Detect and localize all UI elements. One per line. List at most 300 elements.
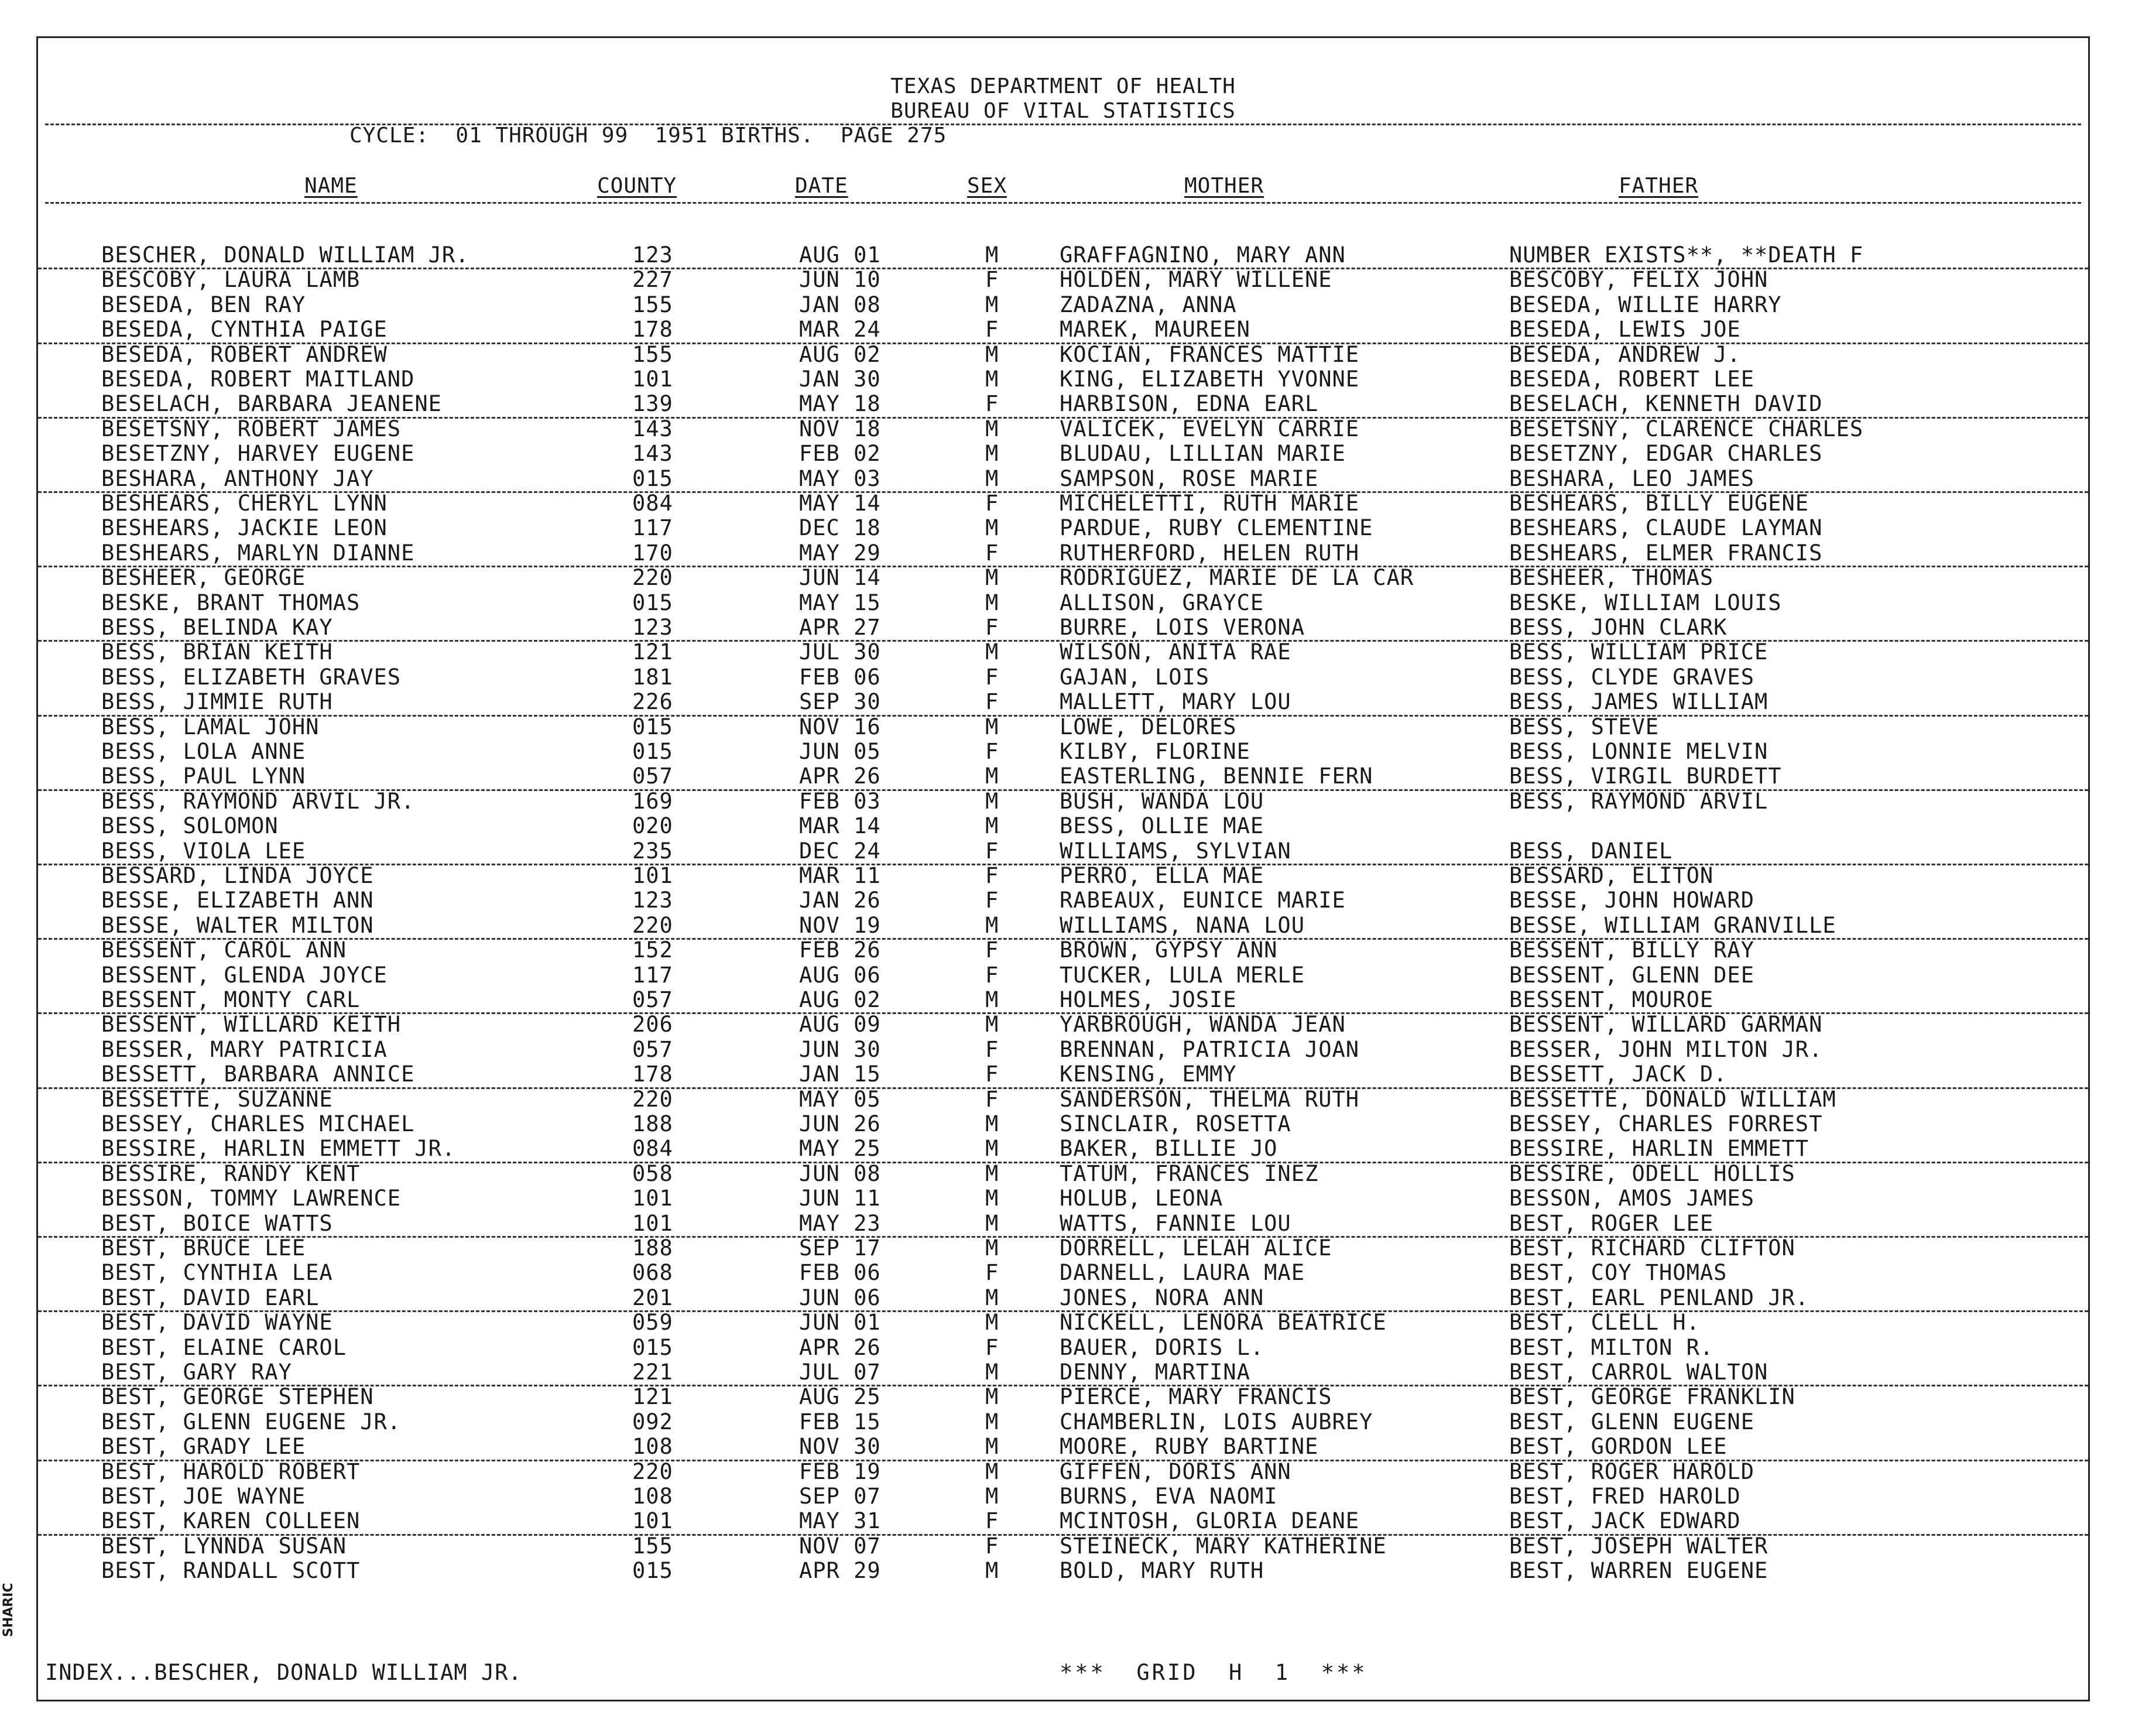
- record-sex: M: [985, 341, 999, 367]
- record-sex: M: [985, 714, 999, 739]
- record-county: 220: [632, 1458, 673, 1484]
- record-date: JUL 07: [799, 1360, 881, 1385]
- record-father: BESS, JOHN CLARK: [1509, 615, 1728, 640]
- record-name: BESS, BELINDA KAY: [101, 615, 333, 640]
- record-name: BESELACH, BARBARA JEANENE: [101, 391, 442, 417]
- record-row: [38, 739, 2088, 764]
- record-row: [38, 541, 2088, 567]
- record-row: [38, 317, 2088, 344]
- record-father: BESHARA, LEO JAMES: [1509, 465, 1754, 491]
- record-name: BESSER, MARY PATRICIA: [101, 1036, 388, 1062]
- record-father: BESELACH, KENNETH DAVID: [1509, 391, 1823, 417]
- record-county: 068: [632, 1260, 673, 1286]
- record-date: JAN 08: [799, 292, 881, 317]
- record-name: BEST, CYNTHIA LEA: [101, 1260, 333, 1286]
- record-father: NUMBER EXISTS**, **DEATH F: [1509, 242, 1864, 268]
- record-county: 220: [632, 565, 673, 591]
- record-name: BEST, LYNNDA SUSAN: [101, 1533, 347, 1559]
- record-father: BESS, LONNIE MELVIN: [1509, 739, 1769, 764]
- record-row: [38, 1112, 2088, 1136]
- record-father: BESSIRE, ODELL HOLLIS: [1509, 1160, 1795, 1186]
- record-row: [38, 1087, 2088, 1112]
- record-mother: BAUER, DORIS L.: [1060, 1334, 1264, 1360]
- record-date: FEB 06: [799, 664, 881, 690]
- record-county: 101: [632, 367, 673, 392]
- record-father: BESHEER, THOMAS: [1509, 565, 1714, 591]
- record-mother: BOLD, MARY RUTH: [1060, 1558, 1264, 1584]
- record-mother: TATUM, FRANCES INEZ: [1060, 1160, 1319, 1186]
- record-father: BESCOBY, FELIX JOHN: [1509, 267, 1769, 293]
- record-mother: BLUDAU, LILLIAN MARIE: [1060, 441, 1346, 467]
- record-date: AUG 06: [799, 962, 881, 988]
- record-date: MAY 05: [799, 1086, 881, 1112]
- record-date: JUN 06: [799, 1285, 881, 1310]
- record-row: [38, 1186, 2088, 1211]
- record-name: BESHEER, GEORGE: [101, 565, 306, 591]
- record-mother: HARBISON, EDNA EARL: [1060, 391, 1319, 417]
- record-county: 015: [632, 714, 673, 739]
- record-mother: WILSON, ANITA RAE: [1060, 639, 1291, 665]
- record-name: BESS, PAUL LYNN: [101, 763, 306, 789]
- record-sex: F: [985, 1533, 999, 1559]
- record-father: BESEDA, ROBERT LEE: [1509, 367, 1754, 392]
- column-header-sex: SEX: [967, 174, 1007, 198]
- record-father: BEST, JACK EDWARD: [1509, 1508, 1741, 1534]
- record-mother: MALLETT, MARY LOU: [1060, 689, 1291, 715]
- record-sex: F: [985, 838, 999, 864]
- record-sex: M: [985, 763, 999, 789]
- record-county: 057: [632, 987, 673, 1012]
- record-mother: MOORE, RUBY BARTINE: [1060, 1434, 1319, 1460]
- record-name: BEST, GRADY LEE: [101, 1434, 306, 1460]
- record-father: BEST, COY THOMAS: [1509, 1260, 1728, 1286]
- record-date: DEC 18: [799, 515, 881, 541]
- record-date: NOV 07: [799, 1533, 881, 1559]
- record-mother: SANDERSON, THELMA RUTH: [1060, 1086, 1360, 1112]
- record-row: [38, 516, 2088, 540]
- record-row: [38, 1484, 2088, 1509]
- record-date: JUL 30: [799, 639, 881, 665]
- record-date: MAY 31: [799, 1508, 881, 1534]
- record-mother: DORRELL, LELAH ALICE: [1060, 1235, 1332, 1261]
- record-name: BESSENT, GLENDA JOYCE: [101, 962, 388, 988]
- record-county: 101: [632, 1186, 673, 1211]
- record-father: BEST, EARL PENLAND JR.: [1509, 1285, 1809, 1310]
- record-name: BESHARA, ANTHONY JAY: [101, 465, 374, 491]
- record-row: [38, 1261, 2088, 1285]
- record-sex: M: [985, 565, 999, 591]
- record-sex: M: [985, 912, 999, 938]
- record-date: APR 27: [799, 615, 881, 640]
- record-date: FEB 26: [799, 937, 881, 963]
- record-sex: M: [985, 1409, 999, 1434]
- record-row: [38, 1211, 2088, 1238]
- record-date: NOV 16: [799, 714, 881, 739]
- record-row: [38, 963, 2088, 988]
- record-father: BESS, JAMES WILLIAM: [1509, 689, 1769, 715]
- record-sex: M: [985, 441, 999, 467]
- record-row: [38, 913, 2088, 940]
- record-father: BESSENT, WILLARD GARMAN: [1509, 1012, 1823, 1038]
- record-mother: PERRO, ELLA MAE: [1060, 863, 1264, 888]
- record-sex: M: [985, 1285, 999, 1310]
- record-sex: M: [985, 1360, 999, 1385]
- record-row: [38, 1012, 2088, 1037]
- record-mother: RUTHERFORD, HELEN RUTH: [1060, 540, 1360, 566]
- record-father: BESHEARS, CLAUDE LAYMAN: [1509, 515, 1823, 541]
- record-row: [38, 814, 2088, 838]
- record-father: BESSETT, JACK D.: [1509, 1062, 1728, 1087]
- record-county: 084: [632, 491, 673, 516]
- record-row: [38, 988, 2088, 1014]
- record-name: BESKE, BRANT THOMAS: [101, 590, 361, 615]
- record-name: BESS, RAYMOND ARVIL JR.: [101, 788, 415, 814]
- record-county: 155: [632, 341, 673, 367]
- record-row: [38, 367, 2088, 392]
- record-county: 235: [632, 838, 673, 864]
- record-name: BEST, GARY RAY: [101, 1360, 292, 1385]
- record-county: 101: [632, 1210, 673, 1236]
- record-sex: M: [985, 590, 999, 615]
- record-name: BESHEARS, MARLYN DIANNE: [101, 540, 415, 566]
- record-row: [38, 417, 2088, 441]
- record-sex: F: [985, 1260, 999, 1286]
- record-date: AUG 02: [799, 987, 881, 1012]
- record-date: JUN 05: [799, 739, 881, 764]
- record-row: [38, 1559, 2088, 1583]
- record-row: [38, 1460, 2088, 1484]
- record-row: [38, 1236, 2088, 1261]
- record-county: 059: [632, 1310, 673, 1336]
- record-date: JUN 10: [799, 267, 881, 293]
- record-name: BEST, GEORGE STEPHEN: [101, 1384, 374, 1410]
- record-county: 206: [632, 1012, 673, 1038]
- record-row: [38, 615, 2088, 642]
- record-mother: MICHELETTI, RUTH MARIE: [1060, 491, 1360, 516]
- record-name: BESSETT, BARBARA ANNICE: [101, 1062, 415, 1087]
- record-date: AUG 25: [799, 1384, 881, 1410]
- record-name: BESEDA, CYNTHIA PAIGE: [101, 317, 388, 343]
- record-father: BEST, CARROL WALTON: [1509, 1360, 1769, 1385]
- record-name: BEST, BRUCE LEE: [101, 1235, 306, 1261]
- record-mother: WATTS, FANNIE LOU: [1060, 1210, 1291, 1236]
- record-name: BESSARD, LINDA JOYCE: [101, 863, 374, 888]
- record-sex: F: [985, 615, 999, 640]
- record-row: [38, 938, 2088, 963]
- record-father: BESS, VIRGIL BURDETT: [1509, 763, 1782, 789]
- record-row: [38, 665, 2088, 690]
- record-row: [38, 243, 2088, 269]
- record-date: JUN 14: [799, 565, 881, 591]
- record-date: NOV 19: [799, 912, 881, 938]
- record-name: BESS, BRIAN KEITH: [101, 639, 333, 665]
- record-row: [38, 1360, 2088, 1386]
- record-sex: M: [985, 1434, 999, 1460]
- column-header-name: NAME: [304, 174, 358, 198]
- record-sex: F: [985, 689, 999, 715]
- record-sex: F: [985, 1086, 999, 1112]
- grid-footer: *** GRID H 1 ***: [1060, 1660, 1368, 1685]
- record-father: BESSETTE, DONALD WILLIAM: [1509, 1086, 1836, 1112]
- record-date: FEB 02: [799, 441, 881, 467]
- record-county: 178: [632, 1062, 673, 1087]
- record-name: BEST, ELAINE CAROL: [101, 1334, 347, 1360]
- record-sex: F: [985, 317, 999, 343]
- record-name: BESSON, TOMMY LAWRENCE: [101, 1186, 402, 1211]
- record-row: [38, 839, 2088, 865]
- record-county: 121: [632, 1384, 673, 1410]
- record-row: [38, 1509, 2088, 1535]
- record-name: BESSETTE, SUZANNE: [101, 1086, 333, 1112]
- record-sex: M: [985, 1484, 999, 1509]
- record-father: BESS, WILLIAM PRICE: [1509, 639, 1769, 665]
- record-county: 170: [632, 540, 673, 566]
- record-date: AUG 02: [799, 341, 881, 367]
- record-mother: KOCIAN, FRANCES MATTIE: [1060, 341, 1360, 367]
- record-sex: M: [985, 367, 999, 392]
- record-county: 220: [632, 1086, 673, 1112]
- record-name: BESSENT, CAROL ANN: [101, 937, 347, 963]
- record-row: [38, 441, 2088, 466]
- record-mother: MAREK, MAUREEN: [1060, 317, 1250, 343]
- record-row: [38, 1038, 2088, 1062]
- record-name: BESHEARS, CHERYL LYNN: [101, 491, 388, 516]
- record-sex: F: [985, 1036, 999, 1062]
- record-sex: M: [985, 1111, 999, 1136]
- record-mother: GAJAN, LOIS: [1060, 664, 1210, 690]
- record-father: BEST, ROGER HAROLD: [1509, 1458, 1754, 1484]
- record-date: MAY 15: [799, 590, 881, 615]
- record-name: BESS, LOLA ANNE: [101, 739, 306, 764]
- record-mother: CHAMBERLIN, LOIS AUBREY: [1060, 1409, 1373, 1434]
- record-county: 188: [632, 1111, 673, 1136]
- record-mother: SINCLAIR, ROSETTA: [1060, 1111, 1291, 1136]
- record-county: 058: [632, 1160, 673, 1186]
- record-county: 226: [632, 689, 673, 715]
- record-name: BESETSNY, ROBERT JAMES: [101, 416, 402, 441]
- record-mother: KENSING, EMMY: [1060, 1062, 1237, 1087]
- record-county: 101: [632, 1508, 673, 1534]
- record-sex: M: [985, 813, 999, 839]
- column-header-date: DATE: [795, 174, 848, 198]
- record-mother: LOWE, DELORES: [1060, 714, 1237, 739]
- record-date: FEB 15: [799, 1409, 881, 1434]
- column-header-county: COUNTY: [597, 174, 677, 198]
- record-row: [38, 888, 2088, 913]
- record-sex: F: [985, 863, 999, 888]
- record-sex: M: [985, 1310, 999, 1336]
- record-sex: M: [985, 1160, 999, 1186]
- document-page: [36, 36, 2090, 1701]
- record-father: BEST, GEORGE FRANKLIN: [1509, 1384, 1795, 1410]
- record-county: 015: [632, 590, 673, 615]
- record-mother: GIFFEN, DORIS ANN: [1060, 1458, 1291, 1484]
- record-name: BESSE, ELIZABETH ANN: [101, 888, 374, 913]
- record-father: BESSER, JOHN MILTON JR.: [1509, 1036, 1823, 1062]
- record-father: BESS, CLYDE GRAVES: [1509, 664, 1754, 690]
- record-father: BESEDA, LEWIS JOE: [1509, 317, 1741, 343]
- record-mother: JONES, NORA ANN: [1060, 1285, 1264, 1310]
- record-sex: F: [985, 962, 999, 988]
- record-date: MAR 24: [799, 317, 881, 343]
- column-header-father: FATHER: [1619, 174, 1699, 198]
- record-county: 143: [632, 416, 673, 441]
- record-county: 057: [632, 763, 673, 789]
- record-mother: BAKER, BILLIE JO: [1060, 1136, 1278, 1162]
- record-row: [38, 1336, 2088, 1360]
- record-name: BESS, JIMMIE RUTH: [101, 689, 333, 715]
- record-father: BESEDA, ANDREW J.: [1509, 341, 1741, 367]
- record-name: BEST, KAREN COLLEEN: [101, 1508, 361, 1534]
- record-father: BESSE, WILLIAM GRANVILLE: [1509, 912, 1836, 938]
- record-county: 092: [632, 1409, 673, 1434]
- record-sex: F: [985, 540, 999, 566]
- record-name: BESS, LAMAL JOHN: [101, 714, 320, 739]
- record-name: BESSENT, MONTY CARL: [101, 987, 361, 1012]
- record-sex: M: [985, 242, 999, 268]
- record-row: [38, 864, 2088, 888]
- record-mother: BROWN, GYPSY ANN: [1060, 937, 1278, 963]
- record-father: BEST, FRED HAROLD: [1509, 1484, 1741, 1509]
- record-mother: NICKELL, LENORA BEATRICE: [1060, 1310, 1387, 1336]
- record-county: 117: [632, 962, 673, 988]
- record-county: 178: [632, 317, 673, 343]
- record-county: 123: [632, 615, 673, 640]
- record-sex: M: [985, 1384, 999, 1410]
- record-date: NOV 18: [799, 416, 881, 441]
- record-county: 015: [632, 1334, 673, 1360]
- record-date: APR 29: [799, 1558, 881, 1584]
- record-county: 121: [632, 639, 673, 665]
- record-date: MAY 18: [799, 391, 881, 417]
- record-mother: HOLDEN, MARY WILLENE: [1060, 267, 1332, 293]
- record-father: BEST, WARREN EUGENE: [1509, 1558, 1769, 1584]
- record-row: [38, 491, 2088, 516]
- record-row: [38, 1162, 2088, 1186]
- record-name: BEST, DAVID WAYNE: [101, 1310, 333, 1336]
- record-sex: F: [985, 391, 999, 417]
- record-date: SEP 30: [799, 689, 881, 715]
- record-county: 188: [632, 1235, 673, 1261]
- record-mother: WILLIAMS, NANA LOU: [1060, 912, 1305, 938]
- record-county: 108: [632, 1434, 673, 1460]
- record-row: [38, 1385, 2088, 1409]
- record-date: MAR 14: [799, 813, 881, 839]
- record-date: JUN 01: [799, 1310, 881, 1336]
- record-mother: HOLMES, JOSIE: [1060, 987, 1237, 1012]
- record-mother: DENNY, MARTINA: [1060, 1360, 1250, 1385]
- index-footer: INDEX...BESCHER, DONALD WILLIAM JR.: [45, 1660, 522, 1685]
- column-header-rule: [45, 202, 2081, 204]
- record-date: APR 26: [799, 1334, 881, 1360]
- record-date: MAY 25: [799, 1136, 881, 1162]
- record-mother: EASTERLING, BENNIE FERN: [1060, 763, 1373, 789]
- record-county: 169: [632, 788, 673, 814]
- record-date: JAN 26: [799, 888, 881, 913]
- record-sex: M: [985, 788, 999, 814]
- record-county: 139: [632, 391, 673, 417]
- record-date: MAY 23: [799, 1210, 881, 1236]
- column-header-mother: MOTHER: [1184, 174, 1264, 198]
- record-father: BESS, DANIEL: [1509, 838, 1673, 864]
- record-name: BEST, HAROLD ROBERT: [101, 1458, 361, 1484]
- record-county: 101: [632, 863, 673, 888]
- record-mother: BURNS, EVA NAOMI: [1060, 1484, 1278, 1509]
- record-sex: F: [985, 1334, 999, 1360]
- record-name: BESCOBY, LAURA LAMB: [101, 267, 361, 293]
- cycle-line: CYCLE: 01 THROUGH 99 1951 BIRTHS. PAGE 275: [349, 124, 947, 148]
- record-mother: TUCKER, LULA MERLE: [1060, 962, 1305, 988]
- record-row: [38, 1310, 2088, 1335]
- record-father: BEST, RICHARD CLIFTON: [1509, 1235, 1795, 1261]
- record-county: 015: [632, 1558, 673, 1584]
- record-mother: WILLIAMS, SYLVIAN: [1060, 838, 1291, 864]
- record-father: BESSON, AMOS JAMES: [1509, 1186, 1754, 1211]
- record-sex: M: [985, 1210, 999, 1236]
- record-county: 015: [632, 465, 673, 491]
- record-sex: F: [985, 739, 999, 764]
- record-name: BESSENT, WILLARD KEITH: [101, 1012, 402, 1038]
- record-date: MAY 03: [799, 465, 881, 491]
- record-county: 084: [632, 1136, 673, 1162]
- record-date: APR 26: [799, 763, 881, 789]
- record-sex: M: [985, 1458, 999, 1484]
- record-sex: M: [985, 639, 999, 665]
- record-mother: RODRIGUEZ, MARIE DE LA CAR: [1060, 565, 1414, 591]
- record-sex: M: [985, 1012, 999, 1038]
- record-date: FEB 19: [799, 1458, 881, 1484]
- record-date: JUN 30: [799, 1036, 881, 1062]
- record-date: JUN 11: [799, 1186, 881, 1211]
- record-sex: M: [985, 1558, 999, 1584]
- agency-title: TEXAS DEPARTMENT OF HEALTH: [890, 74, 1236, 98]
- record-name: BESEDA, ROBERT ANDREW: [101, 341, 388, 367]
- record-mother: ZADAZNA, ANNA: [1060, 292, 1237, 317]
- record-mother: GRAFFAGNINO, MARY ANN: [1060, 242, 1346, 268]
- record-father: BEST, JOSEPH WALTER: [1509, 1533, 1769, 1559]
- record-name: BESSEY, CHARLES MICHAEL: [101, 1111, 415, 1136]
- record-row: [38, 566, 2088, 590]
- record-mother: PARDUE, RUBY CLEMENTINE: [1060, 515, 1373, 541]
- record-father: BEST, MILTON R.: [1509, 1334, 1714, 1360]
- record-sex: M: [985, 987, 999, 1012]
- record-date: JUN 26: [799, 1111, 881, 1136]
- record-name: BESS, SOLOMON: [101, 813, 279, 839]
- record-row: [38, 591, 2088, 615]
- record-county: 152: [632, 937, 673, 963]
- record-row: [38, 764, 2088, 790]
- record-date: JAN 30: [799, 367, 881, 392]
- record-county: 143: [632, 441, 673, 467]
- record-father: BESHEARS, BILLY EUGENE: [1509, 491, 1809, 516]
- record-father: BEST, GLENN EUGENE: [1509, 1409, 1754, 1434]
- record-county: 155: [632, 292, 673, 317]
- record-name: BESS, ELIZABETH GRAVES: [101, 664, 402, 690]
- record-county: 123: [632, 888, 673, 913]
- record-county: 155: [632, 1533, 673, 1559]
- record-date: MAY 14: [799, 491, 881, 516]
- record-father: BESSENT, BILLY RAY: [1509, 937, 1754, 963]
- record-father: BESETZNY, EDGAR CHARLES: [1509, 441, 1823, 467]
- record-mother: KILBY, FLORINE: [1060, 739, 1250, 764]
- record-date: FEB 06: [799, 1260, 881, 1286]
- record-name: BEST, RANDALL SCOTT: [101, 1558, 361, 1584]
- record-mother: SAMPSON, ROSE MARIE: [1060, 465, 1319, 491]
- record-sex: F: [985, 888, 999, 913]
- record-date: SEP 07: [799, 1484, 881, 1509]
- record-mother: DARNELL, LAURA MAE: [1060, 1260, 1305, 1286]
- record-sex: M: [985, 416, 999, 441]
